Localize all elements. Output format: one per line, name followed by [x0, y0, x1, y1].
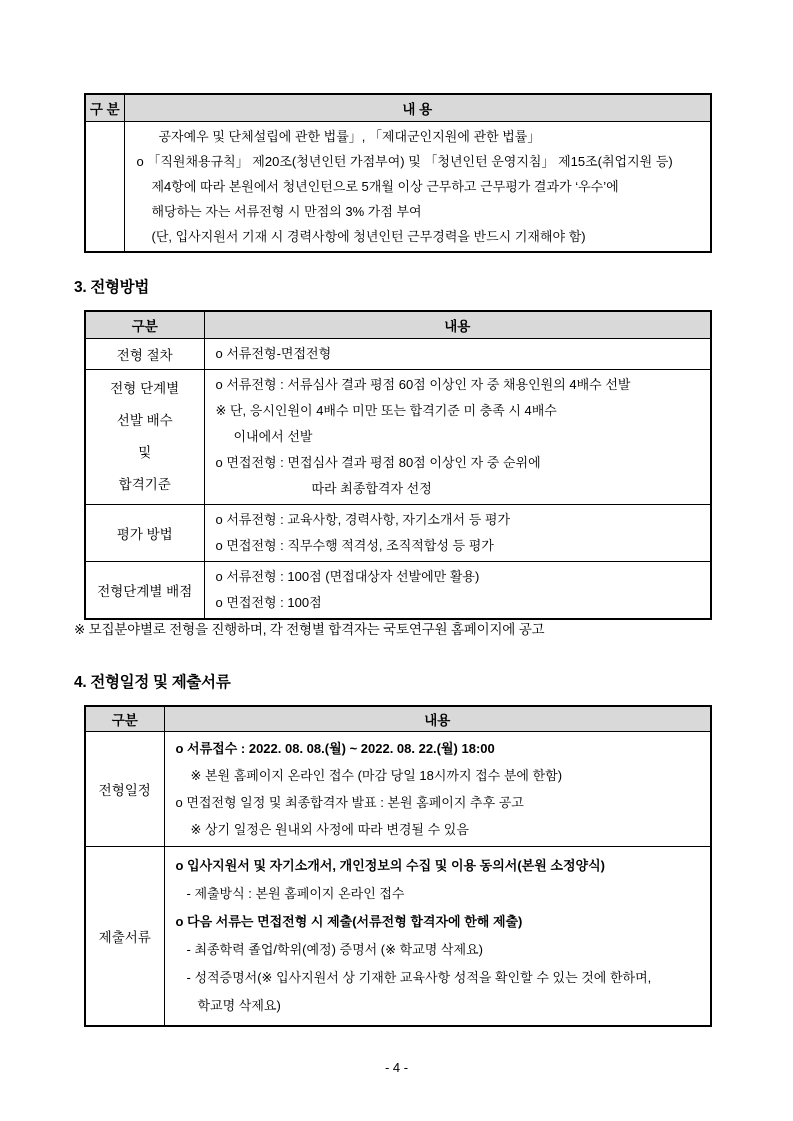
table-row	[85, 369, 711, 504]
label-line: 및	[138, 444, 152, 460]
column-header-gubun: 구분	[85, 311, 204, 338]
row-label-cell-empty	[85, 121, 124, 252]
row-content-cell	[204, 338, 711, 369]
content-line: o 다음 서류는 면접전형 시 제출(서류전형 합격자에 한해 제출)	[175, 913, 523, 929]
content-line: o 서류전형 : 교육사항, 경력사항, 자기소개서 등 평가	[215, 511, 511, 527]
row-label-cell: 전형일정	[85, 731, 164, 846]
row-label-cell: 전형 절차	[85, 338, 204, 369]
content-line: o 서류전형 : 서류심사 결과 평점 60점 이상인 자 중 채용인원의 4배수 선발	[215, 376, 631, 392]
content-line: 공자예우 및 단체설립에 관한 법률」, 「제대군인지원에 관한 법률」	[158, 128, 541, 144]
column-header-naeyong: 내 용	[124, 94, 711, 121]
label-line: 전형 단계별	[110, 380, 180, 396]
table-header-row	[85, 94, 711, 121]
content-line: 이내에서 선발	[233, 428, 313, 444]
content-line: o 면접전형 : 면접심사 결과 평점 80점 이상인 자 중 순위에	[215, 454, 541, 470]
content-line: o 「직원채용규칙」 제20조(청년인턴 가점부여) 및 「청년인턴 운영지침」 제15조(취업지원 등)	[136, 153, 673, 169]
table-header-row	[85, 311, 711, 338]
row-content-cell	[164, 731, 711, 846]
content-line: 따라 최종합격자 선정	[311, 480, 432, 496]
content-line: - 최종학력 졸업/학위(예정) 증명서 (※ 학교명 삭제요)	[186, 941, 483, 957]
row-content-cell	[204, 561, 711, 619]
table-row	[85, 846, 711, 1026]
note-text: ※ 모집분야별로 전형을 진행하며, 각 전형별 합격자는 국토연구원 홈페이지에 공고	[74, 622, 545, 637]
row-label-cell: 평가 방법	[85, 504, 204, 561]
content-line: ※ 본원 홈페이지 온라인 접수 (마감 당일 18시까지 접수 분에 한함)	[190, 767, 563, 783]
table-row	[85, 121, 711, 252]
content-line: o 입사지원서 및 자기소개서, 개인정보의 수집 및 이용 동의서(본원 소정양식)	[175, 857, 605, 873]
label-line: 선발 배수	[116, 412, 173, 428]
section3-heading: 3. 전형방법	[74, 279, 150, 296]
row-content-cell	[204, 369, 711, 504]
table-row	[85, 338, 711, 369]
content-line: 제4항에 따라 본원에서 청년인턴으로 5개월 이상 근무하고 근무평가 결과가 ‘우수’에	[151, 178, 619, 194]
content-line: o 서류전형-면접전형	[215, 345, 332, 361]
content-line: ※ 상기 일정은 원내외 사정에 따라 변경될 수 있음	[190, 821, 469, 837]
selection-method-table	[84, 310, 712, 620]
content-line: 학교명 삭제요)	[197, 997, 281, 1013]
table-header-row	[85, 706, 711, 731]
page-number: - 4 -	[384, 1060, 409, 1075]
row-content-cell	[164, 846, 711, 1026]
section4-heading: 4. 전형일정 및 제출서류	[74, 674, 231, 691]
content-line: - 제출방식 : 본원 홈페이지 온라인 접수	[186, 885, 405, 901]
content-line: 해당하는 자는 서류전형 시 만점의 3% 가점 부여	[151, 203, 422, 219]
content-line: (단, 입사지원서 기재 시 경력사항에 청년인턴 근무경력을 반드시 기재해야 함)	[151, 228, 586, 244]
bonus-criteria-table	[84, 93, 712, 253]
row-label-cell: 전형단계별 배점	[85, 561, 204, 619]
content-line: ※ 단, 응시인원이 4배수 미만 또는 합격기준 미 충족 시 4배수	[215, 402, 557, 418]
content-line: o 서류접수 : 2022. 08. 08.(월) ~ 2022. 08. 22.(월) 18:00	[175, 740, 495, 756]
table-row	[85, 561, 711, 619]
content-line: o 면접전형 : 직무수행 적격성, 조직적합성 등 평가	[215, 537, 494, 553]
row-label-cell	[85, 369, 204, 504]
content-line: o 면접전형 : 100점	[215, 594, 322, 610]
content-line: - 성적증명서(※ 입사지원서 상 기재한 교육사항 성적을 확인할 수 있는 것에 한하며,	[186, 969, 652, 985]
column-header-gubun: 구 분	[85, 94, 124, 121]
row-content-cell	[124, 121, 711, 252]
row-label-cell: 제출서류	[85, 846, 164, 1026]
content-line: o 서류전형 : 100점 (면접대상자 선발에만 활용)	[215, 568, 480, 584]
content-line: o 면접전형 일정 및 최종합격자 발표 : 본원 홈페이지 추후 공고	[175, 794, 524, 810]
schedule-documents-table	[84, 705, 712, 1027]
label-line: 합격기준	[118, 476, 171, 492]
column-header-naeyong: 내용	[204, 311, 711, 338]
row-content-cell	[204, 504, 711, 561]
column-header-naeyong: 내용	[164, 706, 711, 731]
table-row	[85, 504, 711, 561]
column-header-gubun: 구분	[85, 706, 164, 731]
table-row	[85, 731, 711, 846]
